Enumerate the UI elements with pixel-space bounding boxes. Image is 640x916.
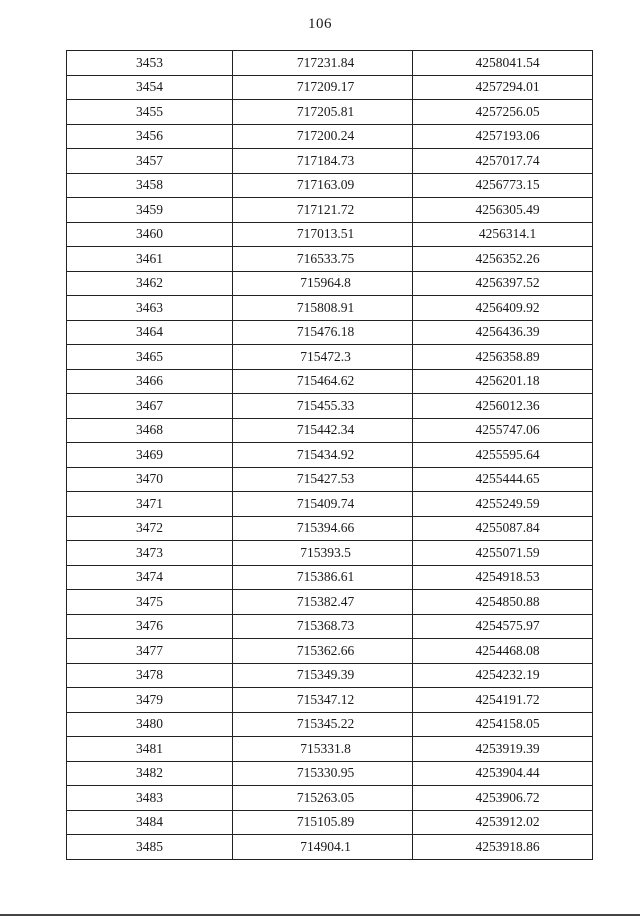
y-coordinate-cell: 4256773.15 — [413, 173, 593, 198]
table-row — [67, 247, 593, 272]
x-coordinate-cell: 716533.75 — [233, 247, 413, 272]
x-coordinate-cell: 715442.34 — [233, 418, 413, 443]
y-coordinate-cell: 4254850.88 — [413, 590, 593, 615]
x-coordinate-cell: 717200.24 — [233, 124, 413, 149]
point-number-cell: 3460 — [67, 222, 233, 247]
point-number-cell: 3478 — [67, 663, 233, 688]
y-coordinate-cell: 4256201.18 — [413, 369, 593, 394]
table-row — [67, 614, 593, 639]
point-number-cell: 3457 — [67, 149, 233, 174]
table-row — [67, 369, 593, 394]
y-coordinate-cell: 4255444.65 — [413, 467, 593, 492]
table-row — [67, 271, 593, 296]
x-coordinate-cell: 715394.66 — [233, 516, 413, 541]
point-number-cell: 3484 — [67, 810, 233, 835]
point-number-cell: 3483 — [67, 786, 233, 811]
point-number-cell: 3453 — [67, 51, 233, 76]
table-row — [67, 149, 593, 174]
x-coordinate-cell: 715427.53 — [233, 467, 413, 492]
point-number-cell: 3454 — [67, 75, 233, 100]
y-coordinate-cell: 4257193.06 — [413, 124, 593, 149]
point-number-cell: 3455 — [67, 100, 233, 125]
table-row — [67, 565, 593, 590]
x-coordinate-cell: 715345.22 — [233, 712, 413, 737]
x-coordinate-cell: 715386.61 — [233, 565, 413, 590]
point-number-cell: 3466 — [67, 369, 233, 394]
table-row — [67, 443, 593, 468]
x-coordinate-cell: 715330.95 — [233, 761, 413, 786]
x-coordinate-cell: 715434.92 — [233, 443, 413, 468]
point-number-cell: 3479 — [67, 688, 233, 713]
point-number-cell: 3477 — [67, 639, 233, 664]
coordinates-table-container — [66, 50, 592, 860]
y-coordinate-cell: 4256358.89 — [413, 345, 593, 370]
table-row — [67, 688, 593, 713]
y-coordinate-cell: 4256314.1 — [413, 222, 593, 247]
table-row — [67, 198, 593, 223]
x-coordinate-cell: 717163.09 — [233, 173, 413, 198]
table-row — [67, 663, 593, 688]
point-number-cell: 3480 — [67, 712, 233, 737]
x-coordinate-cell: 715808.91 — [233, 296, 413, 321]
x-coordinate-cell: 715331.8 — [233, 737, 413, 762]
y-coordinate-cell: 4257017.74 — [413, 149, 593, 174]
y-coordinate-cell: 4254468.08 — [413, 639, 593, 664]
table-row — [67, 51, 593, 76]
y-coordinate-cell: 4254575.97 — [413, 614, 593, 639]
y-coordinate-cell: 4256436.39 — [413, 320, 593, 345]
table-row — [67, 100, 593, 125]
page-number: 106 — [308, 16, 332, 32]
y-coordinate-cell: 4255595.64 — [413, 443, 593, 468]
point-number-cell: 3456 — [67, 124, 233, 149]
point-number-cell: 3471 — [67, 492, 233, 517]
y-coordinate-cell: 4257294.01 — [413, 75, 593, 100]
point-number-cell: 3458 — [67, 173, 233, 198]
y-coordinate-cell: 4255249.59 — [413, 492, 593, 517]
table-row — [67, 541, 593, 566]
point-number-cell: 3468 — [67, 418, 233, 443]
table-row — [67, 75, 593, 100]
table-row — [67, 418, 593, 443]
x-coordinate-cell: 717013.51 — [233, 222, 413, 247]
x-coordinate-cell: 715455.33 — [233, 394, 413, 419]
y-coordinate-cell: 4256409.92 — [413, 296, 593, 321]
table-row — [67, 222, 593, 247]
y-coordinate-cell: 4254158.05 — [413, 712, 593, 737]
point-number-cell: 3470 — [67, 467, 233, 492]
point-number-cell: 3465 — [67, 345, 233, 370]
table-row — [67, 835, 593, 860]
x-coordinate-cell: 715964.8 — [233, 271, 413, 296]
x-coordinate-cell: 715382.47 — [233, 590, 413, 615]
table-row — [67, 712, 593, 737]
x-coordinate-cell: 717121.72 — [233, 198, 413, 223]
x-coordinate-cell: 714904.1 — [233, 835, 413, 860]
x-coordinate-cell: 715393.5 — [233, 541, 413, 566]
x-coordinate-cell: 715105.89 — [233, 810, 413, 835]
y-coordinate-cell: 4254191.72 — [413, 688, 593, 713]
point-number-cell: 3476 — [67, 614, 233, 639]
y-coordinate-cell: 4255071.59 — [413, 541, 593, 566]
point-number-cell: 3463 — [67, 296, 233, 321]
x-coordinate-cell: 715347.12 — [233, 688, 413, 713]
point-number-cell: 3469 — [67, 443, 233, 468]
point-number-cell: 3464 — [67, 320, 233, 345]
x-coordinate-cell: 717205.81 — [233, 100, 413, 125]
y-coordinate-cell: 4253912.02 — [413, 810, 593, 835]
table-row — [67, 173, 593, 198]
table-row — [67, 394, 593, 419]
point-number-cell: 3485 — [67, 835, 233, 860]
point-number-cell: 3473 — [67, 541, 233, 566]
y-coordinate-cell: 4256012.36 — [413, 394, 593, 419]
table-row — [67, 590, 593, 615]
y-coordinate-cell: 4257256.05 — [413, 100, 593, 125]
point-number-cell: 3467 — [67, 394, 233, 419]
y-coordinate-cell: 4256305.49 — [413, 198, 593, 223]
y-coordinate-cell: 4258041.54 — [413, 51, 593, 76]
x-coordinate-cell: 715362.66 — [233, 639, 413, 664]
y-coordinate-cell: 4255747.06 — [413, 418, 593, 443]
x-coordinate-cell: 715368.73 — [233, 614, 413, 639]
x-coordinate-cell: 715263.05 — [233, 786, 413, 811]
point-number-cell: 3472 — [67, 516, 233, 541]
table-row — [67, 639, 593, 664]
point-number-cell: 3474 — [67, 565, 233, 590]
table-row — [67, 786, 593, 811]
point-number-cell: 3482 — [67, 761, 233, 786]
table-row — [67, 737, 593, 762]
x-coordinate-cell: 715476.18 — [233, 320, 413, 345]
table-row — [67, 492, 593, 517]
table-row — [67, 810, 593, 835]
x-coordinate-cell: 715349.39 — [233, 663, 413, 688]
y-coordinate-cell: 4253918.86 — [413, 835, 593, 860]
table-row — [67, 296, 593, 321]
y-coordinate-cell: 4253904.44 — [413, 761, 593, 786]
point-number-cell: 3481 — [67, 737, 233, 762]
table-row — [67, 761, 593, 786]
y-coordinate-cell: 4253906.72 — [413, 786, 593, 811]
x-coordinate-cell: 717231.84 — [233, 51, 413, 76]
point-number-cell: 3475 — [67, 590, 233, 615]
y-coordinate-cell: 4256352.26 — [413, 247, 593, 272]
y-coordinate-cell: 4254232.19 — [413, 663, 593, 688]
point-number-cell: 3461 — [67, 247, 233, 272]
point-number-cell: 3462 — [67, 271, 233, 296]
coordinates-table — [66, 50, 593, 860]
table-row — [67, 345, 593, 370]
x-coordinate-cell: 717209.17 — [233, 75, 413, 100]
x-coordinate-cell: 715464.62 — [233, 369, 413, 394]
x-coordinate-cell: 715409.74 — [233, 492, 413, 517]
table-row — [67, 467, 593, 492]
table-row — [67, 124, 593, 149]
point-number-cell: 3459 — [67, 198, 233, 223]
coordinates-table-body — [67, 51, 593, 860]
y-coordinate-cell: 4255087.84 — [413, 516, 593, 541]
y-coordinate-cell: 4256397.52 — [413, 271, 593, 296]
y-coordinate-cell: 4254918.53 — [413, 565, 593, 590]
x-coordinate-cell: 717184.73 — [233, 149, 413, 174]
x-coordinate-cell: 715472.3 — [233, 345, 413, 370]
y-coordinate-cell: 4253919.39 — [413, 737, 593, 762]
table-row — [67, 320, 593, 345]
table-row — [67, 516, 593, 541]
